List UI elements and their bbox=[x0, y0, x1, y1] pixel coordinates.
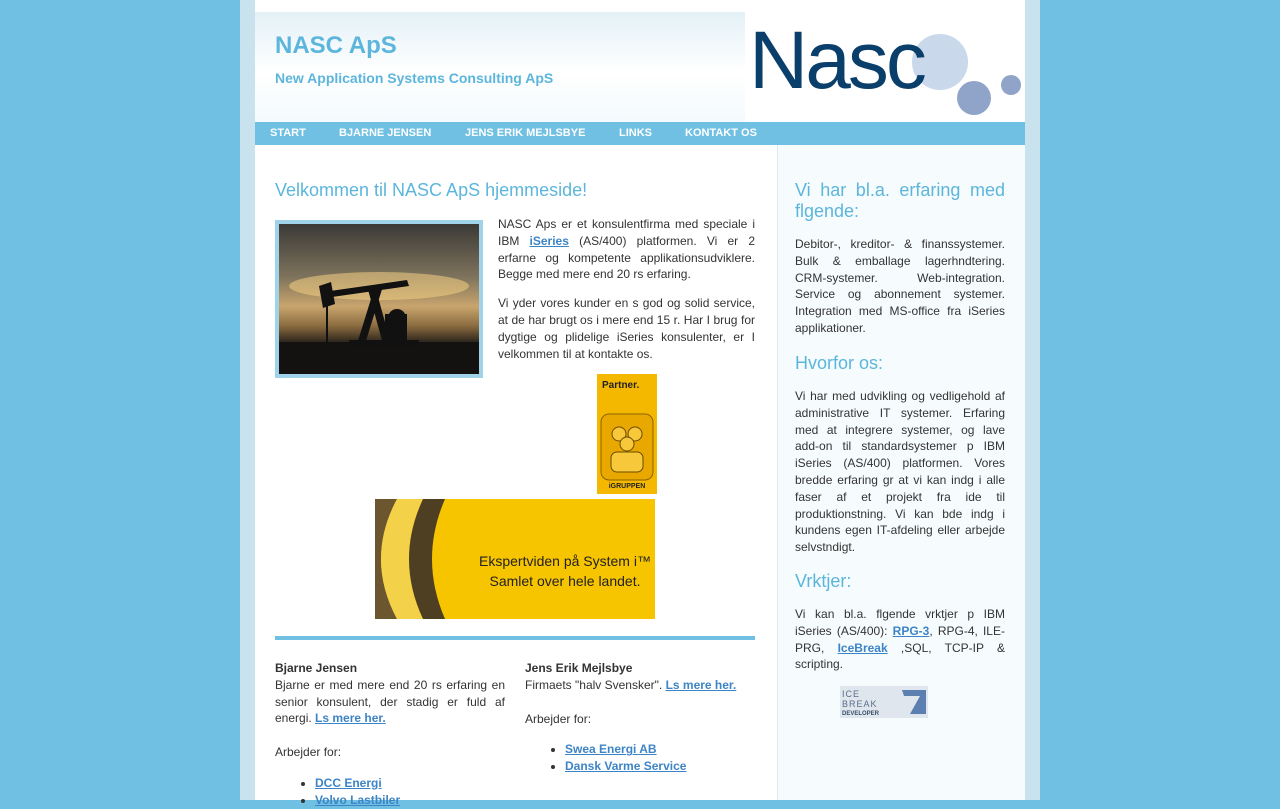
icebreak-logo-icon bbox=[840, 686, 928, 718]
why-section bbox=[795, 353, 1005, 556]
client-link[interactable]: Swea Energi AB bbox=[565, 742, 657, 757]
client-link[interactable]: Volvo Lastbiler bbox=[315, 792, 401, 807]
oil-pump-photo-frame bbox=[275, 220, 483, 378]
list-item bbox=[315, 775, 505, 792]
partner-badge-bottom: iGRUPPEN bbox=[608, 483, 646, 490]
nasc-logo-icon bbox=[745, 12, 1025, 122]
content-area bbox=[255, 0, 1025, 807]
header-top-strip bbox=[255, 0, 1025, 12]
client-list bbox=[565, 741, 755, 775]
person-jens-erik-mejlsbye bbox=[525, 660, 755, 775]
page-title: Velkommen til NASC ApS hjemmeside! bbox=[275, 180, 588, 200]
works-for-label: Arbejder for: bbox=[275, 745, 342, 760]
oil-pump-photo bbox=[279, 224, 479, 374]
tools-text-part: Vi kan bl.a. flgende vrktjer p IBM iSeries (AS/400): bbox=[795, 607, 1005, 638]
why-text: Vi har med udvikling og vedligehold af administrative IT systemer. Erfaring med at integrere systemer, og lave add-on til standardsystemer p IBM iSeries (AS/400) platformen. Vores bredde erfaring gr at vi kan indg i alle faser af et projekt fra ide til produktionstning. Vi kan bde indg i kundens egen IT-afdeling eller arbejde selvstndigt. bbox=[795, 389, 1005, 555]
tools-section bbox=[795, 571, 1005, 673]
person-name: Jens Erik Mejlsbye bbox=[525, 661, 633, 675]
client-list bbox=[315, 775, 505, 809]
list-item bbox=[565, 741, 755, 758]
person-description: Bjarne er med mere end 20 rs erfaring en senior konsulent, der stadig er fuld af energi. bbox=[275, 677, 505, 726]
sidebar bbox=[777, 145, 1025, 800]
section-divider bbox=[275, 636, 755, 640]
page-frame bbox=[240, 0, 1040, 807]
igruppen-partner-badge[interactable] bbox=[597, 374, 657, 494]
list-item bbox=[315, 792, 505, 809]
experience-heading: Vi har bl.a. erfaring med flgende: bbox=[795, 180, 1005, 221]
oil-pump-silhouette-icon bbox=[279, 224, 479, 374]
intro-paragraph-1 bbox=[498, 216, 755, 283]
partner-badge-top: Partner. bbox=[602, 380, 640, 391]
nav-kontakt-os[interactable]: KONTAKT OS bbox=[685, 127, 757, 139]
partner-people-icon bbox=[597, 374, 657, 494]
intro-text bbox=[498, 216, 755, 374]
intro-text-part: NASC Aps er et konsulentfirma med speciale i IBM bbox=[498, 217, 755, 248]
intro-paragraph-2: Vi yder vores kunder en s god og solid service, at de har brugt os i mere end 15 r. Har I brug for dygtige og plidelige iSeries konsulenter, er I velkommen til at kontakte os. bbox=[498, 296, 755, 361]
client-link[interactable]: DCC Energi bbox=[315, 775, 382, 790]
nav-start[interactable]: START bbox=[270, 127, 306, 139]
icebreak-line-2: BREAK bbox=[842, 699, 878, 709]
read-more-link[interactable]: Ls mere her. bbox=[665, 677, 737, 692]
intro-text-part: (AS/400) platformen. Vi er 2 erfarne og kompetente applikationsudviklere. Begge med mere end 20 rs erfaring. bbox=[498, 233, 756, 282]
main-nav bbox=[255, 122, 1025, 145]
site-subtitle: New Application Systems Consulting ApS bbox=[275, 70, 554, 86]
logo-text: Nasc bbox=[749, 15, 924, 106]
rpg3-link[interactable]: RPG-3 bbox=[892, 623, 930, 638]
nav-links[interactable]: LINKS bbox=[619, 127, 652, 139]
tools-text-part: ,SQL, TCP-IP & scripting. bbox=[795, 640, 1005, 672]
works-for-label: Arbejder for: bbox=[525, 711, 592, 726]
icebreak-developer-logo[interactable] bbox=[840, 686, 928, 718]
icebreak-link[interactable]: IceBreak bbox=[837, 640, 888, 655]
person-bjarne-jensen bbox=[275, 660, 505, 809]
experience-text: Debitor-, kreditor- & finanssystemer. Bulk & emballage lagerhndtering. CRM-systemer. Web-integration. Service og abonnement systemer. Integration med MS-office fra iSeries applikationer. bbox=[795, 237, 1005, 335]
banner-line-2: Samlet over hele landet. bbox=[489, 573, 641, 589]
experience-section bbox=[795, 180, 1005, 337]
banner-line-1: Ekspertviden på System i™ bbox=[479, 553, 651, 569]
tools-heading: Vrktjer: bbox=[795, 571, 852, 591]
system-i-banner[interactable] bbox=[375, 499, 655, 619]
read-more-link[interactable]: Ls mere her. bbox=[315, 711, 386, 726]
banner-graphic bbox=[375, 499, 655, 619]
iseries-link[interactable]: iSeries bbox=[529, 233, 569, 248]
icebreak-line-3: DEVELOPER bbox=[842, 711, 880, 717]
header bbox=[255, 12, 745, 122]
icebreak-line-1: ICE bbox=[842, 689, 861, 699]
tools-text-part: , RPG-4, ILE-PRG, bbox=[795, 623, 1005, 655]
person-description: Firmaets "halv Svensker". bbox=[525, 677, 666, 692]
site-title[interactable]: NASC ApS bbox=[275, 32, 397, 59]
person-name: Bjarne Jensen bbox=[275, 661, 358, 675]
nav-bjarne-jensen[interactable]: BJARNE JENSEN bbox=[339, 127, 432, 139]
client-link[interactable]: Dansk Varme Service bbox=[565, 759, 687, 774]
why-heading: Hvorfor os: bbox=[795, 353, 884, 373]
nasc-logo[interactable] bbox=[745, 12, 1025, 122]
nav-jens-erik-mejlsbye[interactable]: JENS ERIK MEJLSBYE bbox=[465, 127, 586, 139]
list-item bbox=[565, 758, 755, 775]
tools-text bbox=[795, 606, 1005, 673]
